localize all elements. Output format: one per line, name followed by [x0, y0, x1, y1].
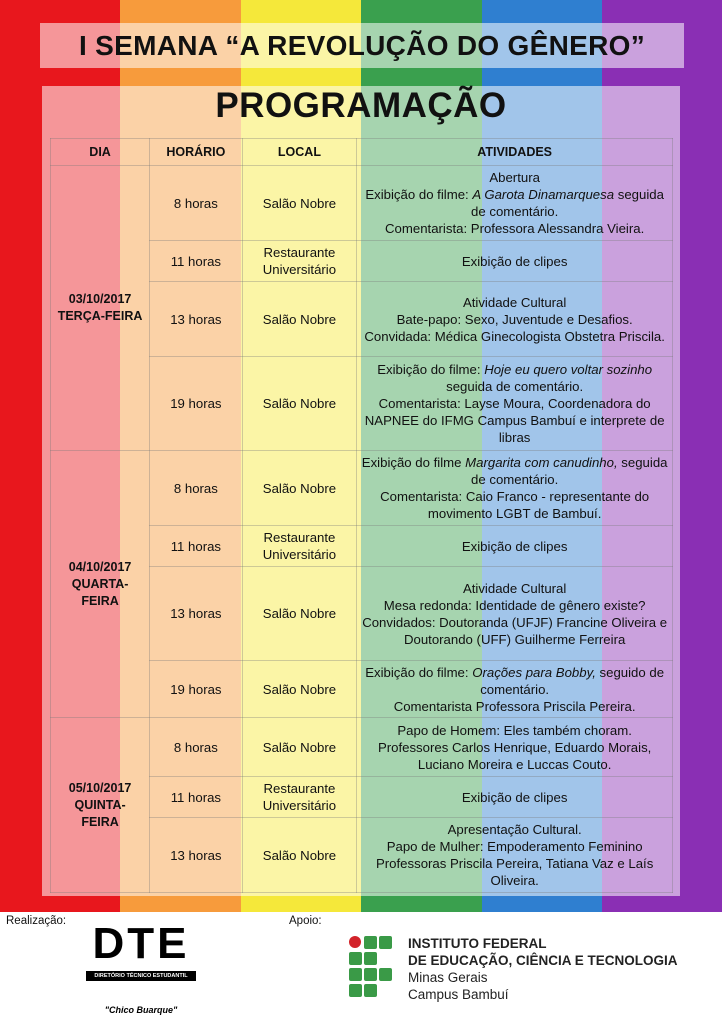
- place-cell: Restaurante Universitário: [242, 241, 357, 282]
- place-cell: Restaurante Universitário: [242, 777, 357, 818]
- time-cell: 11 horas: [150, 526, 242, 567]
- table-row: [51, 718, 673, 777]
- schedule-body: [51, 166, 673, 893]
- time-cell: 8 horas: [150, 166, 242, 241]
- activity-text: Comentarista: Layse Moura, Coordenadora do NAPNEE do IFMG Campus Bambuí e interprete de libras: [364, 396, 665, 445]
- time-cell: 11 horas: [150, 241, 242, 282]
- activity-text: Professores Carlos Henrique, Eduardo Morais, Luciano Moreira e Luccas Couto.: [377, 739, 652, 772]
- place-cell: Salão Nobre: [242, 661, 357, 718]
- activity-cell: [357, 661, 673, 718]
- activity-cell: [357, 241, 673, 282]
- activity-text: Professoras Priscila Pereira, Tatiana Vaz e Laís Oliveira.: [375, 856, 654, 888]
- ifmg-line-4: Campus Bambuí: [408, 987, 509, 1002]
- activity-text: Exibição de clipes: [461, 538, 568, 554]
- activity-text: Bate-papo: Sexo, Juventude e Desafios.: [396, 311, 633, 327]
- time-cell: 8 horas: [150, 451, 242, 526]
- ifmg-line-2: DE EDUCAÇÃO, CIÊNCIA E TECNOLOGIA: [408, 953, 678, 968]
- activity-text: Exibição de clipes: [461, 789, 568, 805]
- place-cell: Salão Nobre: [242, 282, 357, 357]
- header-atividades: ATIVIDADES: [357, 139, 673, 166]
- activity-cell: [357, 357, 673, 451]
- activity-text: Mesa redonda: Identidade de gênero existe?: [383, 597, 646, 613]
- activity-text: Convidados: Doutoranda (UFJF) Francine Oliveira e Doutorando (UFF) Guilherme Ferreira: [362, 614, 668, 647]
- place-cell: Salão Nobre: [242, 357, 357, 451]
- activity-cell: [357, 166, 673, 241]
- activity-text: Exibição do filme: [361, 455, 466, 470]
- activity-text: Orações para Bobby,: [472, 664, 596, 680]
- place-cell: Salão Nobre: [242, 451, 357, 526]
- time-cell: 13 horas: [150, 818, 242, 893]
- activity-cell: [357, 818, 673, 893]
- apoio-label: Apoio:: [289, 915, 322, 927]
- activity-text: A Garota Dinamarquesa: [472, 187, 615, 202]
- activity-text: Exibição do filme:: [377, 362, 485, 377]
- table-header-row: [51, 139, 673, 166]
- realizacao-label: Realização:: [6, 915, 67, 927]
- activity-text: Apresentação Cultural.: [447, 822, 582, 837]
- activity-text: Comentarista: Professora Alessandra Vieira.: [385, 221, 645, 236]
- time-cell: 8 horas: [150, 718, 242, 777]
- time-cell: 13 horas: [150, 567, 242, 661]
- activity-text: Abertura: [489, 170, 540, 185]
- activity-cell: [357, 567, 673, 661]
- activity-text: Margarita com canudinho,: [465, 455, 618, 470]
- day-cell: 03/10/2017 TERÇA-FEIRA: [51, 166, 150, 451]
- activity-text: seguida de comentário.: [471, 187, 664, 219]
- place-cell: Restaurante Universitário: [242, 526, 357, 567]
- activity-text: Atividade Cultural: [462, 294, 567, 310]
- header-horario: HORÁRIO: [150, 139, 242, 166]
- activity-text: Hoje eu quero voltar sozinho: [484, 362, 653, 377]
- activity-cell: [357, 777, 673, 818]
- schedule-table: [50, 138, 673, 893]
- event-title: I SEMANA “A REVOLUÇÃO DO GÊNERO”: [78, 29, 645, 61]
- activity-text: seguida de comentário.: [446, 379, 584, 394]
- activity-text: Comentarista Professora Priscila Pereira.: [393, 698, 636, 714]
- activity-text: seguida de comentário.: [471, 455, 668, 487]
- place-cell: Salão Nobre: [242, 567, 357, 661]
- header-local: LOCAL: [242, 139, 357, 166]
- activity-text: Exibição do filme:: [365, 187, 473, 202]
- time-cell: 19 horas: [150, 357, 242, 451]
- ifmg-line-3: Minas Gerais: [408, 970, 488, 985]
- dte-logo-fullname: DIRETÓRIO TÉCNICO ESTUDANTIL: [86, 971, 196, 981]
- dte-logo: [86, 921, 196, 991]
- activity-text: Papo de Mulher: Empoderamento Feminino: [386, 839, 643, 854]
- activity-cell: [357, 526, 673, 567]
- activity-text: Atividade Cultural: [462, 580, 567, 596]
- activity-text: Exibição do filme:: [365, 664, 473, 680]
- page-title: PROGRAMAÇÃO: [215, 86, 507, 125]
- time-cell: 19 horas: [150, 661, 242, 718]
- activity-text: Exibição de clipes: [461, 253, 568, 269]
- ifmg-name: [408, 935, 678, 1003]
- day-cell: 05/10/2017 QUINTA- FEIRA: [51, 718, 150, 893]
- activity-cell: [357, 718, 673, 777]
- time-cell: 13 horas: [150, 282, 242, 357]
- activity-text: Convidada: Médica Ginecologista Obstetra Priscila.: [364, 328, 665, 344]
- place-cell: Salão Nobre: [242, 166, 357, 241]
- activity-cell: [357, 282, 673, 357]
- time-cell: 11 horas: [150, 777, 242, 818]
- day-cell: 04/10/2017 QUARTA- FEIRA: [51, 451, 150, 718]
- title-banner: [40, 23, 684, 68]
- dte-logo-letters: DTE: [92, 919, 190, 968]
- table-row: [51, 166, 673, 241]
- dte-logo-name: "Chico Buarque": [104, 1005, 178, 1015]
- activity-text: Comentarista: Caio Franco - representante do movimento LGBT de Bambuí.: [380, 489, 650, 521]
- header-dia: DIA: [51, 139, 150, 166]
- activity-text: seguido de comentário.: [480, 664, 665, 697]
- ifmg-logo-icon: [348, 935, 398, 1005]
- place-cell: Salão Nobre: [242, 718, 357, 777]
- ifmg-line-1: INSTITUTO FEDERAL: [408, 936, 547, 951]
- table-row: [51, 451, 673, 526]
- activity-text: Papo de Homem: Eles também choram.: [397, 722, 632, 738]
- place-cell: Salão Nobre: [242, 818, 357, 893]
- activity-cell: [357, 451, 673, 526]
